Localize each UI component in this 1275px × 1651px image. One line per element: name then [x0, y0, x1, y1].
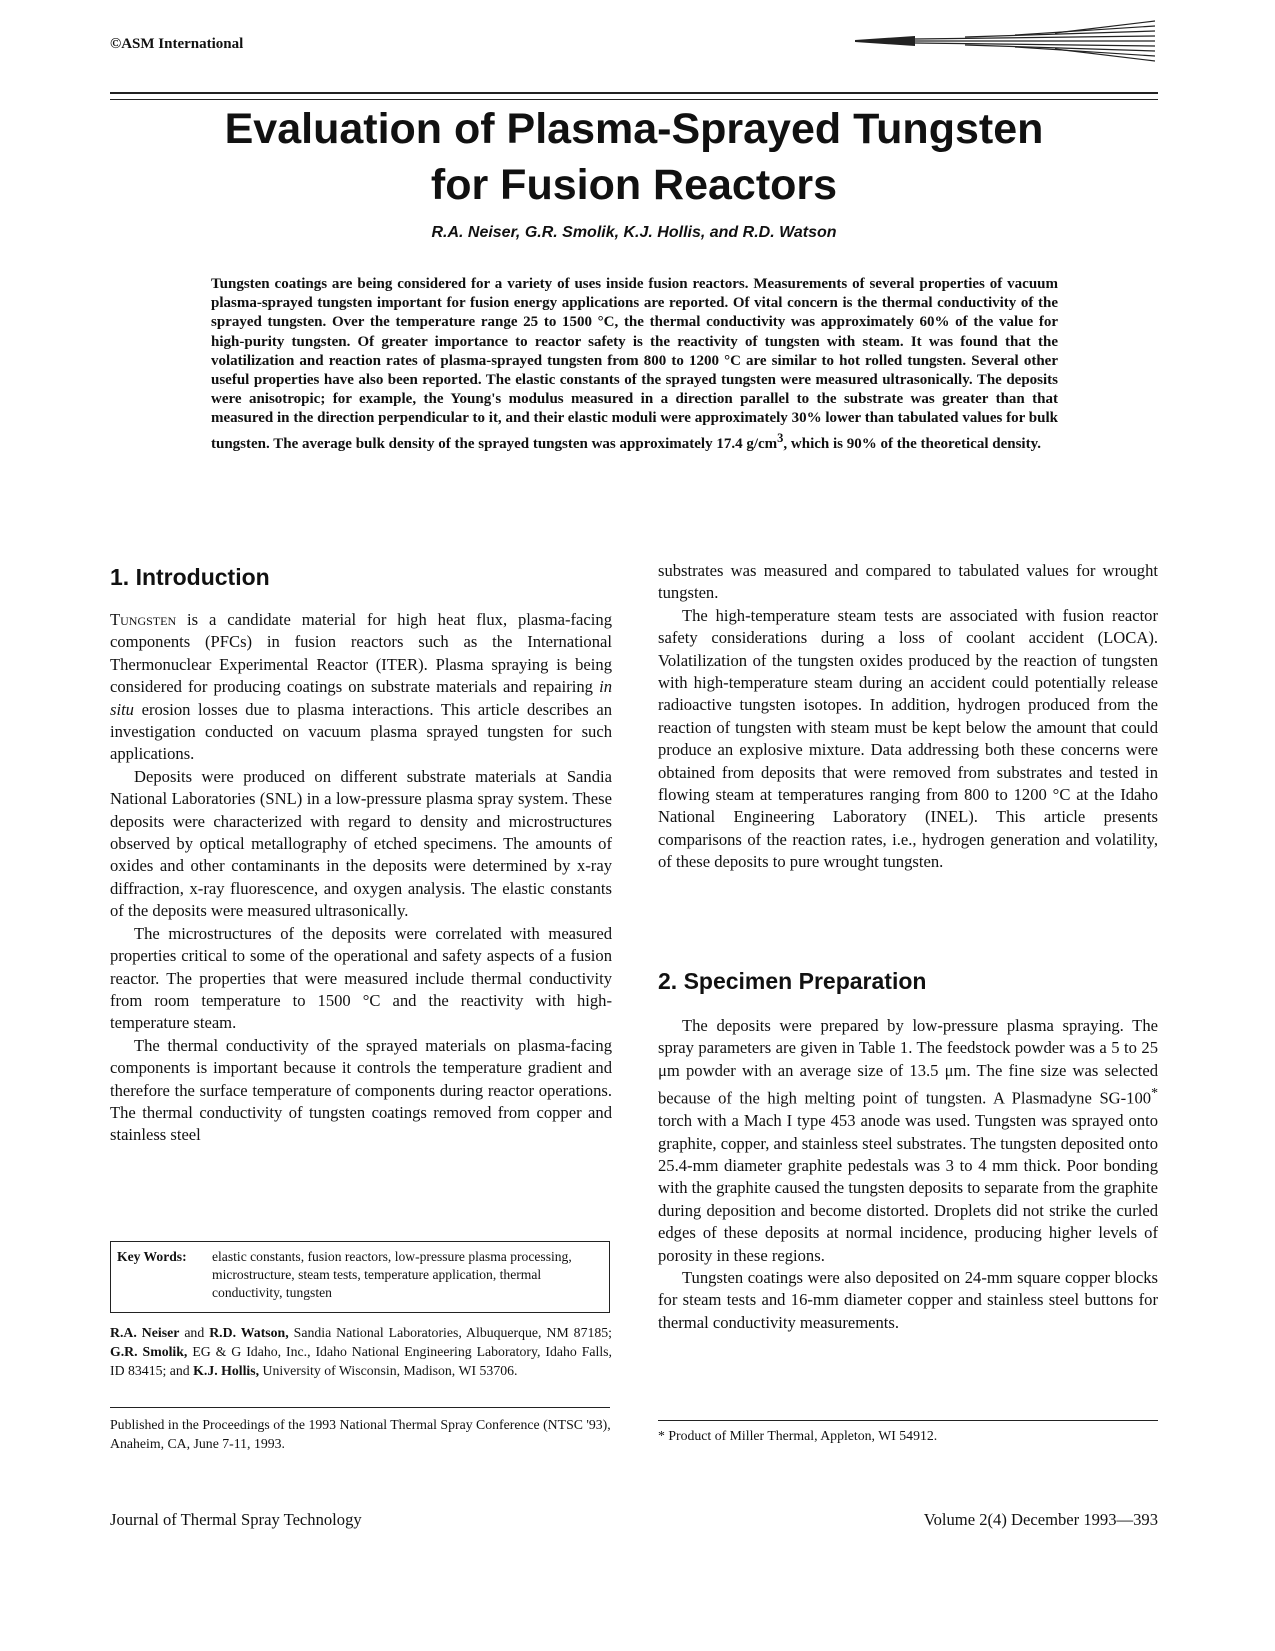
keywords-text: elastic constants, fusion reactors, low-pressure plasma processing, microstructure, steam tests, temperature application, thermal conductivity, tungsten [212, 1249, 572, 1300]
intro-p1-italic: in situ [110, 677, 612, 719]
abstract-text-end: , which is 90% of the theoretical density. [783, 435, 1042, 452]
spec-paragraph-2: Tungsten coatings were also deposited on 24-mm square copper blocks for steam tests and 16-mm diameter copper and stainless steel buttons for thermal conductivity measurements. [658, 1268, 1158, 1332]
footnote-rule [658, 1420, 1158, 1421]
spec-p1-footnote-mark: * [1151, 1085, 1158, 1101]
intro-paragraph-3: The microstructures of the deposits were correlated with measured properties critical to some of the operational and safety aspects of a fusion reactor. The properties that were measured include thermal conductivity from room temperature to 1500 °C and the reactivity with high-temperature steam. [110, 923, 612, 1033]
intro-paragraph-4: The thermal conductivity of the sprayed materials on plasma-facing components is important because it controls the temperature gradient and therefore the surface temperature of components during reactor operations. The thermal conductivity of tungsten coatings removed from copper and stainless steel [110, 1035, 612, 1145]
affil-text-3: University of Wisconsin, Madison, WI 53706. [259, 1363, 518, 1378]
footer-journal-name: Journal of Thermal Spray Technology [110, 1510, 362, 1529]
published-note-rule [110, 1407, 610, 1408]
keywords-box [110, 1241, 610, 1313]
intro-paragraph-2: Deposits were produced on different substrate materials at Sandia National Laboratories (SNL) in a low-pressure plasma spray system. These deposits were characterized with regard to density and microstructures observed by optical metallography of etched specimens. The amounts of oxides and other contaminants in the deposits were determined by x-ray diffraction, x-ray fluorescence, and oxygen analysis. The elastic constants of the deposits were measured ultrasonically. [110, 766, 612, 921]
title-line-1: Evaluation of Plasma-Sprayed Tungsten [224, 105, 1044, 153]
intro-p1-text: is a candidate material for high heat flux, plasma-facing components (PFCs) in fusion reactors such as the International Thermonuclear Experimental Reactor (ITER). Plasma spraying is being considered for producing coatings on substrate materials and repairing [110, 610, 612, 697]
right-column-bottom [658, 1015, 1158, 1334]
affil-name-1: R.A. Neiser [110, 1325, 180, 1340]
affil-and: and [179, 1325, 210, 1340]
spec-p1-text: The deposits were prepared by low-pressure plasma spraying. The spray parameters are given in Table 1. The feedstock powder was a 5 to 25 μm powder with an average size of 13.5 μm. The fine size was selected because of the high melting point of tungsten. A Plasmadyne SG-100 [658, 1016, 1158, 1108]
right-column-top [658, 560, 1158, 874]
affil-text-1: Sandia National Laboratories, Albuquerque, NM 87185; [288, 1325, 613, 1340]
spec-p1-text-end: torch with a Mach I type 453 anode was used. Tungsten was sprayed onto graphite, copper, and stainless steel substrates. The tungsten deposited onto 25.4-mm diameter graphite pedestals was 3 to 4 mm thick. Poor bonding with the graphite caused the tungsten deposits to separate from the graphite during deposition and become distorted. Droplets did not strike the curled edges of these deposits at normal incidence, producing higher levels of porosity in these regions. [658, 1111, 1158, 1265]
keywords-label: Key Words: [117, 1249, 187, 1264]
header-rule [110, 92, 1158, 100]
affil-name-4: K.J. Hollis, [193, 1363, 260, 1378]
abstract-text: Tungsten coatings are being considered for a variety of uses inside fusion reactors. Measurements of several properties of vacuum plasma-sprayed tungsten important for fusion energy applications are reported. Of vital concern is the thermal conductivity of the sprayed tungsten. Over the temperature range 25 to 1500 °C, the thermal conductivity was approximately 60% of the value for high-purity tungsten. Of greater importance to reactor safety is the reactivity of tungsten with steam. It was found that the volatilization and reaction rates of plasma-sprayed tungsten from 800 to 1200 °C are similar to hot rolled tungsten. Several other useful properties have also been reported. The elastic constants of the sprayed tungsten were measured ultrasonically. The deposits were anisotropic; for example, the Young's modulus measured in a direction parallel to the substrate was greater than that measured in the direction perpendicular to it, and their elastic moduli were approximately 30% lower than tabulated values for bulk tungsten. The average bulk density of the sprayed tungsten was approximately 17.4 g/cm [211, 276, 1058, 452]
left-column [110, 609, 612, 1147]
article-title [110, 101, 1158, 213]
footer-volume-page: Volume 2(4) December 1993—393 [923, 1510, 1158, 1529]
intro-paragraph-4-continued: substrates was measured and compared to tabulated values for wrought tungsten. [658, 561, 1158, 603]
affil-text-2: EG & G Idaho, Inc., Idaho National Engineering Laboratory, Idaho Falls, ID 83415; and [110, 1344, 612, 1378]
title-line-2: for Fusion Reactors [430, 161, 838, 209]
affil-name-3: G.R. Smolik, [110, 1344, 188, 1359]
publisher-name: ©ASM International [110, 36, 244, 52]
intro-lead-word: Tungsten [110, 610, 177, 629]
intro-paragraph-1 [110, 609, 612, 766]
footnote: * Product of Miller Thermal, Appleton, WI 54912. [658, 1428, 938, 1443]
published-note: Published in the Proceedings of the 1993 National Thermal Spray Conference (NTSC '93), Anaheim, CA, June 7-11, 1993. [110, 1417, 611, 1451]
section-heading-specimen-preparation: 2. Specimen Preparation [658, 968, 927, 994]
author-list: R.A. Neiser, G.R. Smolik, K.J. Hollis, and R.D. Watson [431, 224, 837, 241]
author-affiliations [110, 1323, 612, 1380]
intro-paragraph-5: The high-temperature steam tests are associated with fusion reactor safety considerations during a loss of coolant accident (LOCA). Volatilization of the tungsten oxides produced by the reaction of tungsten with high-temperature steam during an accident could potentially release radioactive tungsten isotopes. In addition, hydrogen produced from the reaction of tungsten with steam must be kept below the amount that could produce an explosive mixture. Data addressing both these concerns were obtained from deposits that were removed from substrates and tested in flowing steam at temperatures ranging from 800 to 1200 °C at the Idaho National Engineering Laboratory (INEL). This article presents comparisons of the reaction rates, i.e., hydrogen generation and volatility, of these deposits to pure wrought tungsten. [658, 605, 1158, 872]
spec-paragraph-1 [658, 1015, 1158, 1267]
intro-p1-text-end: erosion losses due to plasma interactions. This article describes an investigation conducted on vacuum plasma sprayed tungsten for such applications. [110, 699, 612, 764]
section-heading-introduction: 1. Introduction [110, 564, 270, 590]
abstract [211, 275, 1058, 454]
header-ornament-icon [855, 20, 1155, 64]
abstract-superscript: 3 [777, 430, 784, 445]
affil-name-2: R.D. Watson, [209, 1325, 289, 1340]
